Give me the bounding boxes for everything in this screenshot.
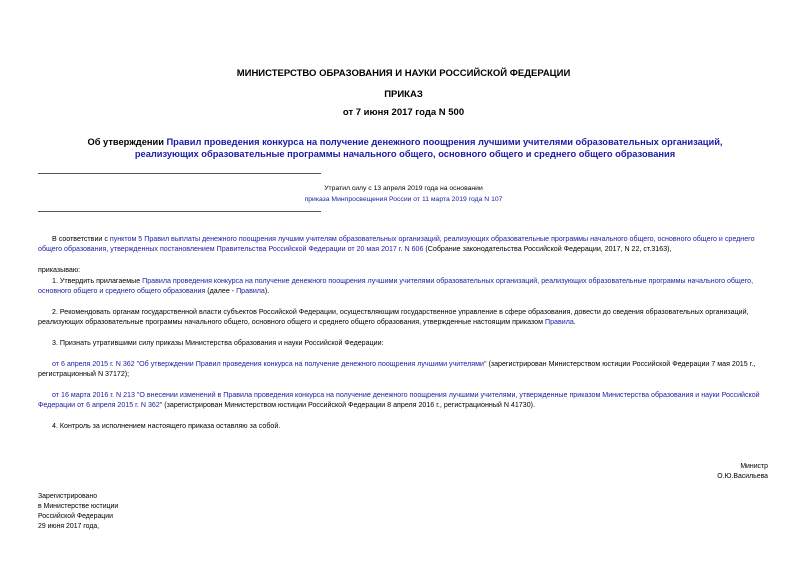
- item-1-rules-link[interactable]: Правила проведения конкурса на получение денежного поощрения лучшими учителями образовательных организаций, реализующих образовательные программы начального общего, основного общего и среднего общего образования: [38, 277, 754, 295]
- repeal-2-link[interactable]: от 16 марта 2016 г. N 213 "О внесении изменений в Правила проведения конкурса на получение денежного поощрения лучшими учителями, утвержденные приказом Министерства образования и науки Российской Федерации от 6 апреля 2015 г. N 362": [38, 391, 760, 409]
- title-link[interactable]: Правил проведения конкурса на получение денежного поощрения лучшими учителями образовательных организаций, реализующих образовательные программы начального общего, основного общего и среднего общего образования: [134, 137, 723, 159]
- status-link[interactable]: приказа Минпросвещения России от 11 марта 2019 года N 107: [304, 196, 503, 203]
- item-1-text-1: 1. Утвердить прилагаемые: [52, 277, 143, 285]
- item-1-paragraph: [38, 276, 768, 296]
- preamble-text-2: (Собрание законодательства Российской Федерации, 2017, N 22, ст.3163),: [423, 245, 672, 253]
- item-4-paragraph: [38, 421, 768, 431]
- repeal-2-text: (зарегистрирован Министерством юстиции Российской Федерации 8 апреля 2016 г., регистрационный N 41730).: [162, 401, 535, 409]
- title-prefix: Об утверждении: [87, 137, 167, 147]
- registration-line-1: Зарегистрировано: [38, 493, 98, 500]
- preamble-link[interactable]: пунктом 5 Правил выплаты денежного поощрения лучшим учителям образовательных организаций, реализующих образовательные программы начального общего, основного общего и среднего общего образования, утвержденных постановлением Правительства Российской Федерации от 20 мая 2017 г. N 606: [38, 235, 755, 253]
- status-line-1: Утратил силу с 13 апреля 2019 года на основании: [324, 185, 483, 192]
- repeal-1-paragraph: [38, 359, 768, 379]
- preamble-text-1: В соответствии с: [52, 235, 110, 243]
- date-number-heading: от 7 июня 2017 года N 500: [342, 107, 465, 118]
- item-1-short-link[interactable]: Правила: [236, 287, 265, 295]
- signature-name: О.Ю.Васильева: [717, 473, 768, 480]
- item-3-paragraph: [38, 338, 768, 348]
- repeal-1-text: (зарегистрирован Министерством юстиции Российской Федерации 7 мая 2015 г., регистрационный N 37172);: [38, 360, 756, 378]
- status-note: [200, 183, 607, 205]
- divider-top: [38, 173, 321, 174]
- repeal-1-link[interactable]: от 6 апреля 2015 г. N 362 "Об утверждении Правил проведения конкурса на получение денежного поощрения лучшими учителями": [52, 360, 487, 368]
- doc-type-heading: ПРИКАЗ: [384, 89, 423, 100]
- signature-block: [717, 462, 768, 482]
- item-1-text-3: ).: [264, 287, 270, 295]
- registration-line-3: Российской Федерации: [38, 513, 113, 520]
- repeal-2-paragraph: [38, 390, 768, 410]
- item-2-paragraph: [38, 307, 768, 327]
- preamble-paragraph: [38, 234, 768, 254]
- divider-bottom: [38, 211, 321, 212]
- registration-line-2: в Министерстве юстиции: [38, 503, 119, 510]
- item-1-text-2: (далее -: [205, 287, 237, 295]
- item-2-text-1: 2. Рекомендовать органам государственной власти субъектов Российской Федерации, осуществляющим государственное управление в сфере образования, довести до сведения образовательных организаций, реализующих образовательные программы начального общего, основного общего и среднего общего образования, утвержденные настоящим приказом: [38, 308, 749, 326]
- signature-position: Министр: [740, 463, 768, 470]
- document-title: [60, 136, 750, 160]
- item-2-rules-link[interactable]: Правила: [544, 318, 574, 326]
- item-3-text: 3. Признать утратившими силу приказы Министерства образования и науки Российской Федерации:: [52, 339, 384, 347]
- item-2-text-2: .: [573, 318, 576, 326]
- order-word: приказываю:: [38, 266, 81, 274]
- ministry-heading: МИНИСТЕРСТВО ОБРАЗОВАНИЯ И НАУКИ РОССИЙСКОЙ ФЕДЕРАЦИИ: [236, 68, 571, 79]
- registration-line-4: 29 июня 2017 года,: [38, 523, 100, 530]
- item-4-text: 4. Контроль за исполнением настоящего приказа оставляю за собой.: [52, 422, 281, 430]
- registration-block: [38, 492, 118, 532]
